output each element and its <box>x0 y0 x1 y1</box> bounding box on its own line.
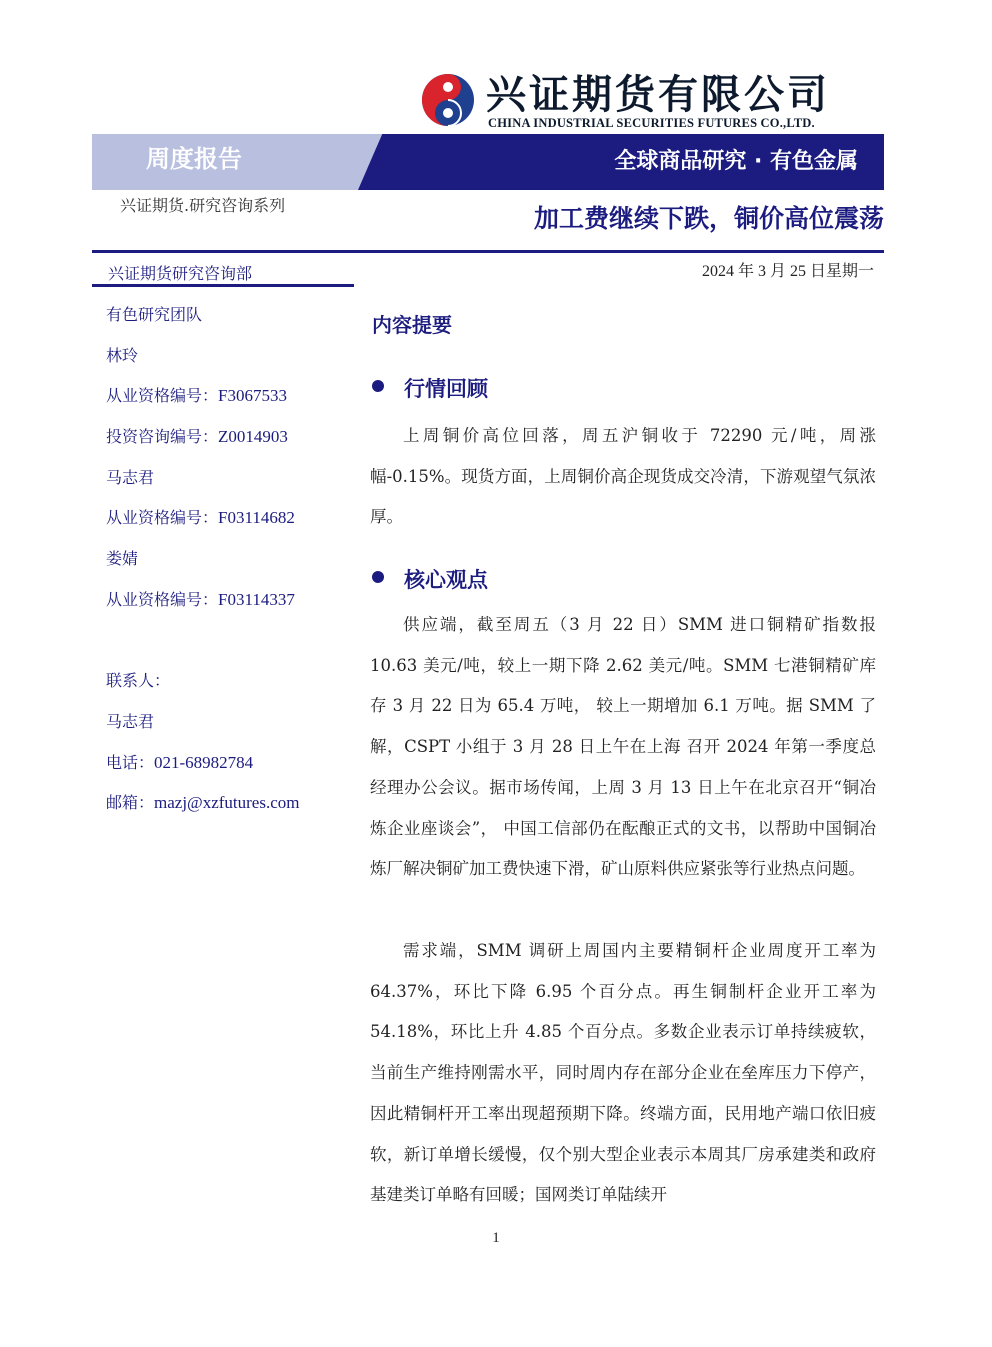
bullet-icon <box>372 380 384 392</box>
phone-label: 电话： <box>106 752 155 772</box>
spacer <box>106 626 356 667</box>
author-sidebar <box>106 300 356 829</box>
credential-value: F03114337 <box>218 589 295 609</box>
company-name-cn: 兴证期货有限公司 <box>486 71 830 118</box>
report-date: 2024 年 3 月 25 日星期一 <box>701 263 874 280</box>
section-heading-core-view <box>372 564 488 594</box>
phone-number: 021-68982784 <box>154 752 254 772</box>
company-logo <box>420 72 850 132</box>
analyst-name: 林玲 <box>106 345 139 365</box>
company-name-en: CHINA INDUSTRIAL SECURITIES FUTURES CO.,LTD. <box>488 116 815 130</box>
report-headline: 加工费继续下跌，铜价高位震荡 <box>533 204 884 233</box>
page-number: 1 <box>492 1230 500 1246</box>
sidebar-divider <box>92 284 354 287</box>
report-type-label: 周度报告 <box>146 145 242 173</box>
summary-title: 内容提要 <box>372 313 452 337</box>
analyst-credential <box>106 381 356 422</box>
credential-value: Z0014903 <box>218 427 288 447</box>
credential-label: 投资咨询编号： <box>106 427 219 447</box>
analyst-credential <box>106 422 356 463</box>
paragraph: 需求端，SMM 调研上周国内主要精铜杆企业周度开工率为 64.37%，环比下降 6.95 个百分点。再生铜制杆企业开工率为 54.18%，环比上升 4.85 个百分点。多数企业表示订单持续疲软，当前生产维持刚需水平，同时周内存在部分企业在垒库压力下停产，因此精铜杆开工率出现超预期下降。终端方面，民用地产端口依旧疲软，新订单增长缓慢，仅个别大型企业表示本周其厂房承建类和政府基建类订单略有回暖；国网类订单陆续开 <box>370 941 876 1205</box>
email-label: 邮箱： <box>106 793 155 813</box>
contact-email <box>106 788 356 829</box>
contact-title: 联系人： <box>106 671 171 691</box>
analyst-name: 娄婧 <box>106 549 139 569</box>
credential-label: 从业资格编号： <box>106 508 219 528</box>
company-logo-icon <box>420 72 476 128</box>
credential-label: 从业资格编号： <box>106 589 219 609</box>
contact-phone <box>106 748 356 789</box>
paragraph: 上周铜价高位回落，周五沪铜收于 72290 元/吨，周涨幅-0.15%。现货方面，上周铜价高企现货成交冷清，下游观望气氛浓厚。 <box>370 426 876 527</box>
paragraph: 供应端，截至周五（3 月 22 日）SMM 进口铜精矿指数报 10.63 美元/吨，较上一期下降 2.62 美元/吨。SMM 七港铜精矿库存 3 月 22 日为 65.4 万吨， 较上一期增加 6.1 万吨。据 SMM 了解，CSPT 小组于 3 月 28 日上午在上海 召开 2024 年第一季度总经理办公会议。据市场传闻，上周 3 月 13 日上午在北京召开“铜冶炼企业座谈会”， 中国工信部仍在酝酿正式的文书，以帮助中国铜冶炼厂解决铜矿加工费快速下滑，矿山原料供应紧张等行业热点问题。 <box>370 615 876 879</box>
credential-value: F3067533 <box>218 386 287 406</box>
bullet-icon <box>372 571 384 583</box>
contact-name: 马志君 <box>106 711 155 731</box>
department-name: 兴证期货研究咨询部 <box>108 264 253 283</box>
header-divider <box>92 250 884 253</box>
credential-value: F03114682 <box>218 508 295 528</box>
section-title: 行情回顾 <box>404 377 488 401</box>
email-link[interactable]: mazj@xzfutures.com <box>154 793 300 813</box>
report-category: 全球商品研究 · 有色金属 <box>614 149 858 174</box>
analyst-credential <box>106 585 356 626</box>
team-name: 有色研究团队 <box>106 305 203 324</box>
section-title: 核心观点 <box>404 568 488 592</box>
analyst-credential <box>106 503 356 544</box>
section-heading-review <box>372 373 488 403</box>
analyst-name: 马志君 <box>106 467 155 487</box>
report-series: 兴证期货.研究咨询系列 <box>120 196 286 215</box>
report-header-band <box>92 134 884 190</box>
credential-label: 从业资格编号： <box>106 386 219 406</box>
